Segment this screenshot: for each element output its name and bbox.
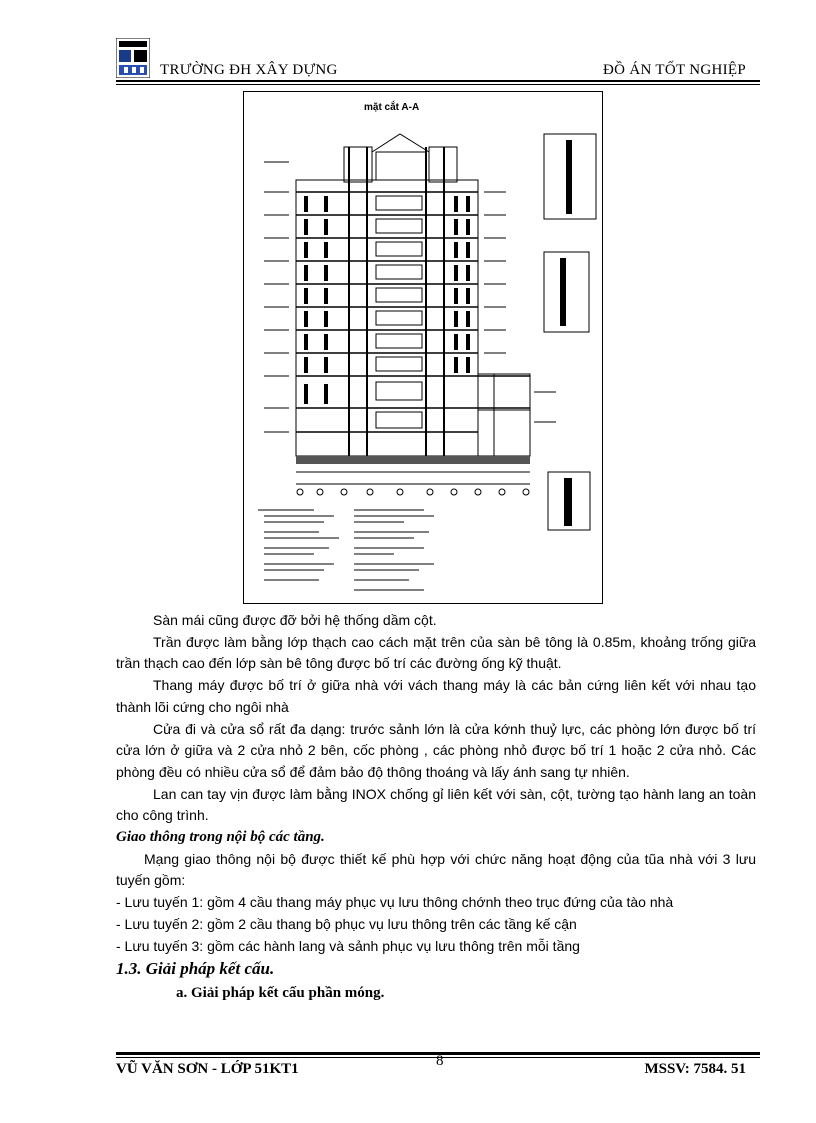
- paragraph-doors: Cửa đi và cửa sổ rất đa dạng: trước sảnh lớn là cửa kớnh thuỷ lực, các phòng lớn được bố trí cửa lớn ở giữa và 2 cửa nhỏ 2 bên, cốc phòng , các phòng nhỏ được bố trí 1 hoặc 2 cửa nhỏ. Các phòng đều có nhiều cửa sổ để đảm bảo độ thông thoáng và lấy ánh sang tự nhiên.: [116, 720, 756, 780]
- section-drawing-svg: [244, 92, 602, 603]
- section-heading: 1.3. Giải pháp kết cấu.: [116, 959, 275, 979]
- subsection-heading: a. Giải pháp kết cấu phần móng.: [176, 985, 385, 1002]
- header-rule-thick: [116, 80, 760, 82]
- section-drawing: [243, 91, 603, 604]
- paragraph-ceiling: Trần được làm bằng lớp thạch cao cách mặt trên của sàn bê tông là 0.85m, khoảng trống giữa trần thạch cao đến lớp sàn bê tông được bố trí các đường ống kỹ thuật.: [116, 633, 756, 672]
- header-school-name: TRƯỜNG ĐH XÂY DỰNG: [160, 62, 338, 78]
- footer-student-id: MSSV: 7584. 51: [644, 1061, 746, 1077]
- paragraph-elevator: Thang máy được bố trí ở giữa nhà với vách thang máy là các bản cứng liên kết với nhau tạo thành lõi cứng cho ngôi nhà: [116, 677, 756, 715]
- paragraph-roof: Sàn mái cũng được đỡ bởi hệ thống dầm cột.: [153, 612, 437, 628]
- body-text: [116, 610, 756, 1005]
- header-rule-thin: [116, 84, 760, 85]
- page-number: 8: [436, 1053, 444, 1069]
- traffic-item-1: - Lưu tuyến 1: gồm 4 cầu thang máy phục vụ lưu thông chớnh theo trục đứng của tào nhà: [116, 894, 674, 911]
- traffic-heading: Giao thông trong nội bộ các tầng.: [116, 829, 325, 846]
- paragraph-railing: Lan can tay vịn được làm bằng INOX chống gỉ liên kết với sàn, cột, tường tạo hành lang an toàn cho công trình.: [116, 785, 756, 824]
- traffic-intro: Mạng giao thông nội bộ được thiết kế phù hợp với chức năng hoạt động của tũa nhà với 3 lưu tuyến gồm:: [116, 850, 756, 889]
- header-project-title: ĐỒ ÁN TỐT NGHIỆP: [603, 62, 746, 78]
- university-logo: [116, 38, 150, 78]
- footer-author: VŨ VĂN SƠN - LỚP 51KT1: [116, 1061, 299, 1077]
- traffic-item-3: - Lưu tuyến 3: gồm các hành lang và sảnh phục vụ lưu thông trên mỗi tầng: [116, 937, 580, 954]
- drawing-title: mặt cắt A-A: [364, 102, 420, 113]
- traffic-item-2: - Lưu tuyến 2: gồm 2 cầu thang bộ phục vụ lưu thông trên các tầng kế cận: [116, 915, 577, 932]
